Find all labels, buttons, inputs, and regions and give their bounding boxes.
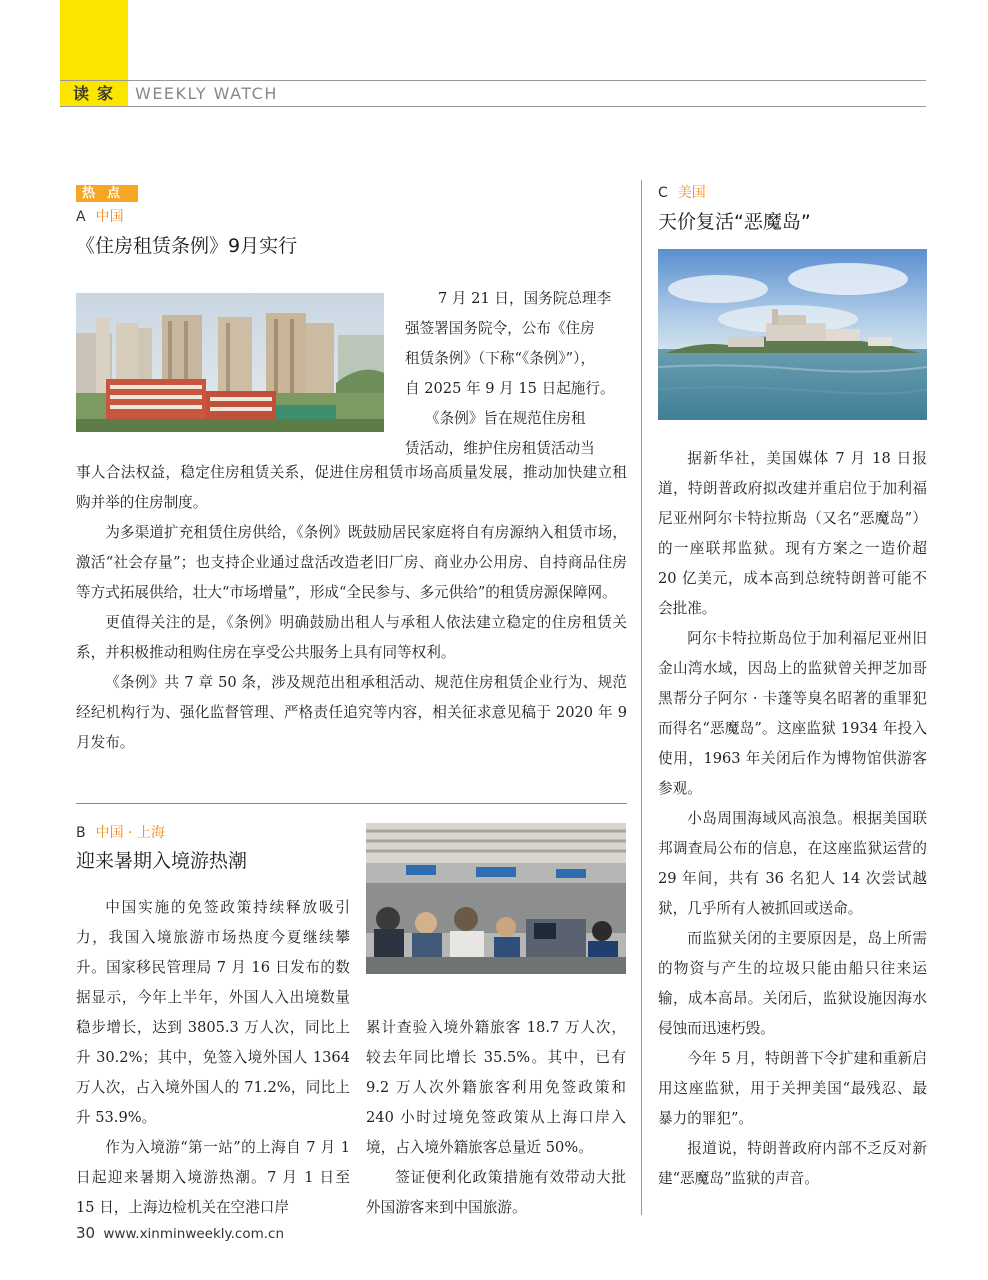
article-c-photo [658,249,927,420]
airport-border-control-image [366,823,626,974]
header-rule-top [60,80,926,81]
article-b-paragraph: 累计查验入境外籍旅客 18.7 万人次，较去年同比增长 35.5%。其中，已有 9.2 万人次外籍旅客利用免签政策和 240 小时过境免签政策从上海口岸入境，占入境外籍旅客总量近 50%。 [366,1019,626,1156]
article-b-label [76,823,165,843]
article-a-intro-line: 强签署国务院令，公布《住房 [405,320,595,337]
article-a-label [76,207,124,227]
article-c-body [658,444,927,1194]
article-c-location: 美国 [677,185,706,201]
article-a-letter: A [76,209,86,225]
article-c-title: 天价复活“恶魔岛” [658,211,811,233]
article-a-intro-line: 《条例》旨在规范住房租 [425,410,586,427]
article-c-label [658,183,706,203]
article-c-paragraph: 而监狱关闭的主要原因是，岛上所需的物资与产生的垃圾只能由船只往来运输，成本高昂。关闭后，监狱设施因海水侵蚀而迅速朽毁。 [658,930,927,1037]
article-b-location: 中国 · 上海 [95,825,165,841]
article-c-letter: C [658,185,668,201]
article-b-paragraph: 作为入境游“第一站”的上海自 7 月 1 日起迎来暑期入境游热潮。7 月 1 日至 15 日，上海边检机关在空港口岸 [76,1139,350,1216]
article-a-intro [405,284,626,464]
article-a-intro-line: 7 月 21 日，国务院总理李 [438,290,612,307]
page-footer [76,1224,284,1242]
article-b-title: 迎来暑期入境游热潮 [76,850,248,872]
article-divider [76,803,627,804]
section-name: 读家 [72,84,121,103]
article-a-paragraph: 为多渠道扩充租赁住房供给，《条例》既鼓励居民家庭将自有房源纳入租赁市场，激活“社会存量”；也支持企业通过盘活改造老旧厂房、商业办公用房、自持商品住房等方式拓展供给，壮大“市场增量”，形成“全民参与、多元供给”的租赁房源保障网。 [76,524,627,601]
column-divider [641,180,642,1215]
article-a-photo [76,293,384,432]
article-b-letter: B [76,825,86,841]
article-b-paragraph: 签证便利化政策措施有效带动大批外国游客来到中国旅游。 [366,1169,626,1216]
apartment-buildings-image [76,293,384,432]
article-a-intro-line: 租赁条例》（下称“《条例》”）， [405,350,596,367]
section-english-title: WEEKLY WATCH [135,84,278,103]
article-b-column-1 [76,893,350,1223]
article-a-paragraph: 更值得关注的是，《条例》明确鼓励出租人与承租人依法建立稳定的住房租赁关系，并积极推动租购住房在享受公共服务上具有同等权利。 [76,614,627,661]
header-rule-bottom [60,106,926,107]
article-a-title: 《住房租赁条例》9月实行 [76,235,298,257]
article-c-paragraph: 阿尔卡特拉斯岛位于加利福尼亚州旧金山湾水域，因岛上的监狱曾关押芝加哥黑帮分子阿尔 · 卡蓬等臭名昭著的重罪犯而得名“恶魔岛”。这座监狱 1934 年投入使用，1963 年关闭后作为博物馆供游客参观。 [658,630,927,797]
footer-url[interactable]: www.xinminweekly.com.cn [103,1226,284,1242]
article-a-body [76,458,627,758]
article-c-paragraph: 报道说，特朗普政府内部不乏反对新建“恶魔岛”监狱的声音。 [658,1140,927,1187]
article-a-paragraph: 《条例》共 7 章 50 条，涉及规范出租承租活动、规范住房租赁企业行为、规范经纪机构行为、强化监督管理、严格责任追究等内容，相关征求意见稿于 2020 年 9 月发布。 [76,674,627,751]
article-a-location: 中国 [95,209,124,225]
article-b-paragraph: 中国实施的免签政策持续释放吸引力，我国入境旅游市场热度今夏继续攀升。国家移民管理局 7 月 16 日发布的数据显示，今年上半年，外国人入出境数量稳步增长，达到 3805.3 万人次，同比上升 30.2%；其中，免签入境外国人 1364 万人次，占入境外国人的 71.2%，同比上升 53.9%。 [76,899,350,1126]
article-a-intro-line: 赁活动，维护住房租赁活动当 [405,440,595,457]
alcatraz-island-image [658,249,927,420]
page-number: 30 [76,1224,96,1242]
article-b-column-2 [366,1013,626,1223]
article-c-paragraph: 小岛周围海域风高浪急。根据美国联邦调查局公布的信息，在这座监狱运营的 29 年间，共有 36 名犯人 14 次尝试越狱，几乎所有人被抓回或送命。 [658,810,927,917]
article-c-paragraph: 据新华社，美国媒体 7 月 18 日报道，特朗普政府拟改建并重启位于加利福尼亚州阿尔卡特拉斯岛（又名“恶魔岛”）的一座联邦监狱。现有方案之一造价超 20 亿美元，成本高到总统特朗普可能不会批准。 [658,450,927,617]
article-b-photo [366,823,626,974]
article-a-intro-line: 自 2025 年 9 月 15 日起施行。 [405,380,615,397]
hot-tag: 热点 [76,185,138,202]
article-a-paragraph: 事人合法权益，稳定住房租赁关系，促进住房租赁市场高质量发展，推动加快建立租购并举的住房制度。 [76,464,627,511]
article-c-paragraph: 今年 5 月，特朗普下令扩建和重新启用这座监狱，用于关押美国“最残忍、最暴力的罪犯”。 [658,1050,927,1127]
